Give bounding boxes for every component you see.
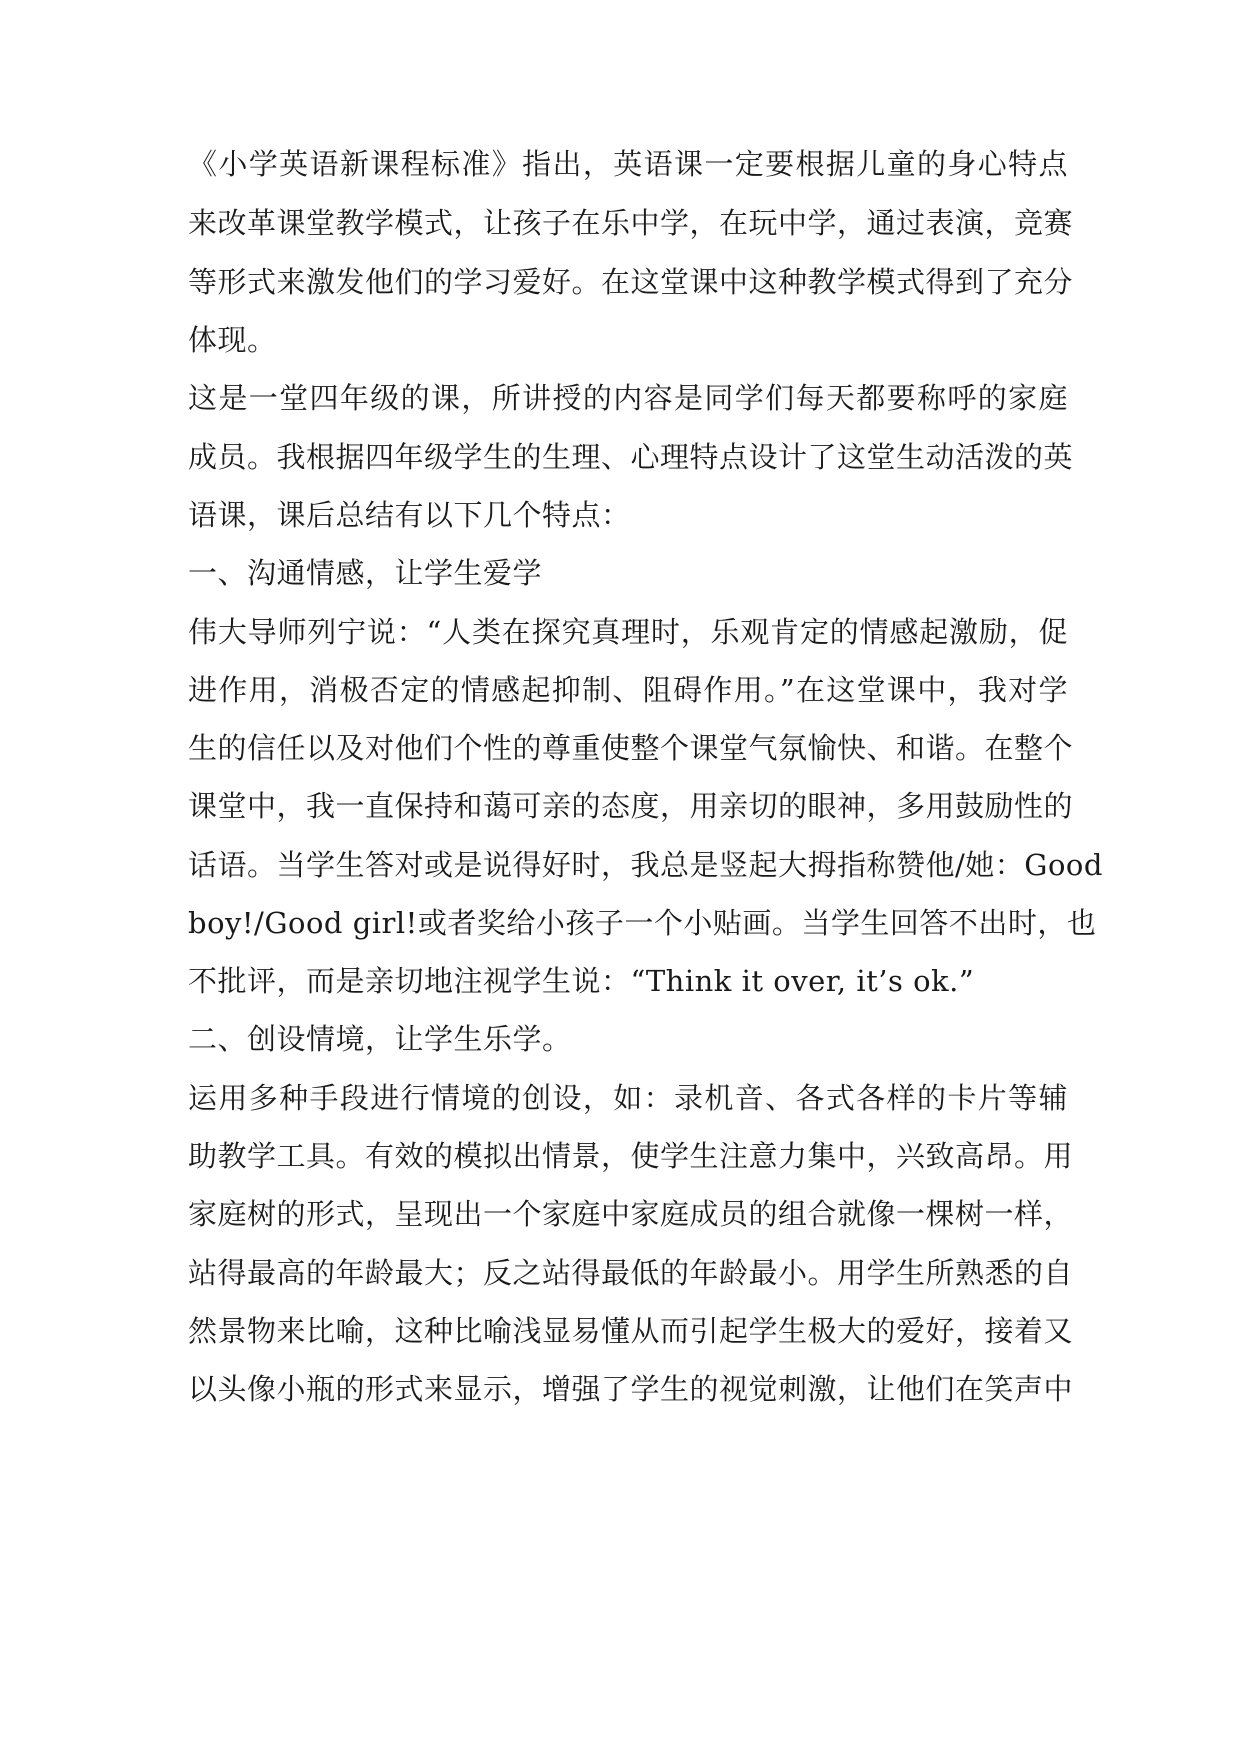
text-line: 以头像小瓶的形式来显示，增强了学生的视觉刺激，让他们在笑声中 [188,1372,1074,1406]
section-heading: 一、沟通情感，让学生爱学 [188,556,543,590]
text-line: 话语。当学生答对或是说得好时，我总是竖起大拇指称赞他/她：Good [188,848,1103,882]
text-line: 站得最高的年龄最大；反之站得最低的年龄最小。用学生所熟悉的自 [188,1256,1074,1290]
text-line: 不批评，而是亲切地注视学生说：“Think it over, it’s ok.” [188,964,975,998]
text-line: 家庭树的形式，呈现出一个家庭中家庭成员的组合就像一棵树一样， [188,1197,1074,1231]
text-line: 伟大导师列宁说：“人类在探究真理时，乐观肯定的情感起激励，促 [188,615,1068,649]
text-line: 等形式来激发他们的学习爱好。在这堂课中这种教学模式得到了充分 [188,265,1074,299]
text-line: 语课，课后总结有以下几个特点： [188,498,631,532]
text-line: 生的信任以及对他们个性的尊重使整个课堂气氛愉快、和谐。在整个 [188,731,1074,765]
text-line: boy!/Good girl!或者奖给小孩子一个小贴画。当学生回答不出时，也 [188,906,1097,940]
text-line: 成员。我根据四年级学生的生理、心理特点设计了这堂生动活泼的英 [188,440,1074,474]
text-line: 课堂中，我一直保持和蔼可亲的态度，用亲切的眼神，多用鼓励性的 [188,789,1074,823]
text-line: 这是一堂四年级的课，所讲授的内容是同学们每天都要称呼的家庭 [188,381,1068,415]
text-line: 来改革课堂教学模式，让孩子在乐中学，在玩中学，通过表演，竞赛 [188,206,1074,240]
text-line: 体现。 [188,323,277,357]
text-line: 助教学工具。有效的模拟出情景，使学生注意力集中，兴致高昂。用 [188,1139,1074,1173]
text-line: 《小学英语新课程标准》指出，英语课一定要根据儿童的身心特点 [188,147,1068,181]
text-line: 运用多种手段进行情境的创设，如：录机音、各式各样的卡片等辅 [188,1081,1068,1115]
text-line: 进作用，消极否定的情感起抑制、阻碍作用。”在这堂课中，我对学 [188,673,1068,707]
text-line: 然景物来比喻，这种比喻浅显易懂从而引起学生极大的爱好，接着又 [188,1314,1074,1348]
section-heading: 二、创设情境，让学生乐学。 [188,1022,572,1056]
